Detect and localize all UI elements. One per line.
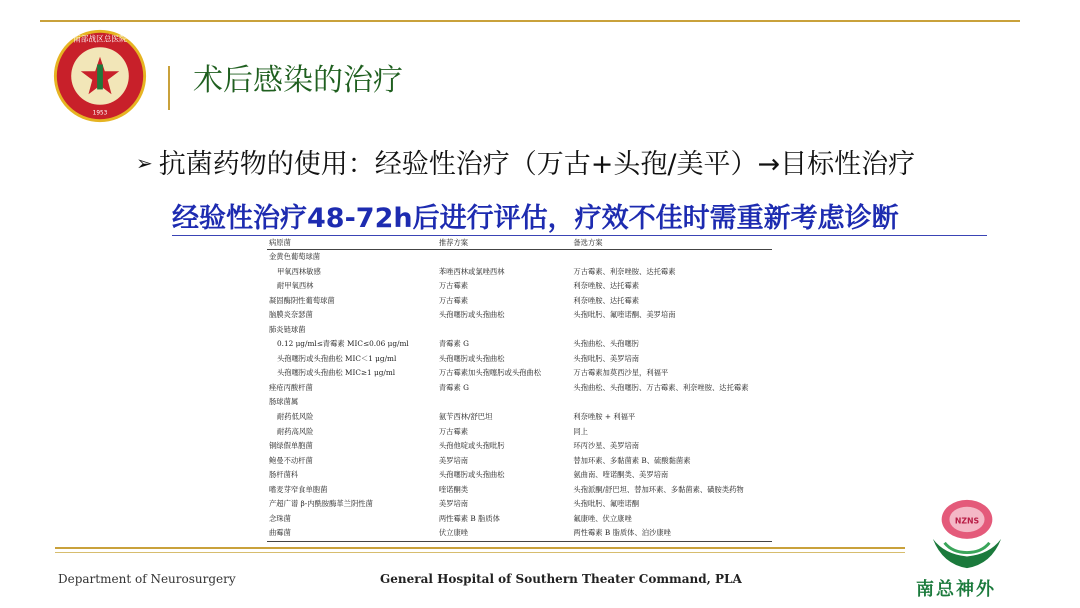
- logo-year-text: 1953: [92, 110, 108, 117]
- table-row: [267, 352, 772, 367]
- hospital-name: General Hospital of Southern Theater Command, PLA: [380, 572, 742, 586]
- bullet-arrow-icon: ➢: [136, 151, 153, 175]
- table-cell: 青霉素 G: [438, 382, 469, 392]
- table-cell: 头孢噻肟或头孢曲松: [438, 310, 505, 320]
- table-header-row: [267, 236, 772, 250]
- table-cell: 金黄色葡萄球菌: [269, 252, 321, 261]
- table-cell: 肺炎链球菌: [269, 324, 306, 334]
- table-cell: 头孢派酮/舒巴坦、替加环素、多黏菌素、磺胺类药物: [573, 484, 744, 494]
- table-cell: 美罗培南: [438, 455, 469, 465]
- bullet-text: 抗菌药物的使用：经验性治疗（万古+头孢/美平）→目标性治疗: [158, 149, 916, 180]
- table-cell: 耐甲氧西林: [277, 281, 314, 291]
- table-cell: 苯唑西林或氯唑西林: [438, 266, 505, 276]
- table-cell: 两性霉素 B 脂质体、泊沙康唑: [571, 526, 772, 541]
- logo-ring-text: 南部战区总医院: [73, 34, 127, 44]
- table-cell: 鲍曼不动杆菌: [269, 455, 313, 465]
- table-cell: 利奈唑胺 + 利福平: [573, 412, 636, 422]
- table-cell: 美罗培南: [438, 499, 469, 509]
- table-row: [267, 279, 772, 294]
- table-cell: 利奈唑胺、达托霉素: [573, 295, 640, 305]
- table-cell: 产超广谱 β-内酰胺酶革兰阴性菌: [269, 499, 373, 509]
- table-cell: 环丙沙星、美罗培南: [573, 441, 640, 451]
- table-cell: 耐药高风险: [277, 426, 314, 436]
- table-cell: 氨曲南、喹诺酮类、美罗培南: [573, 470, 669, 480]
- table-cell: [571, 395, 772, 410]
- table-cell: 同上: [573, 426, 588, 436]
- table-row: [267, 439, 772, 454]
- table-row: [267, 265, 772, 280]
- table-cell: 铜绿假单胞菌: [269, 441, 313, 451]
- table-cell: 头孢吡肟、氟喹诺酮: [573, 499, 640, 509]
- footer-rule: [55, 547, 905, 549]
- table-cell: 利奈唑胺、达托霉素: [573, 281, 640, 291]
- table-cell: 0.12 μg/ml≤青霉素 MIC≤0.06 μg/ml: [277, 339, 409, 349]
- table-cell: 头孢曲松、头孢噻肟: [573, 339, 640, 349]
- table-cell: 甲氧西林敏感: [277, 266, 321, 276]
- table-cell: 头孢噻肟或头孢曲松: [438, 470, 505, 480]
- logo-text: 南总神外: [916, 579, 996, 600]
- bullet-item: [136, 142, 915, 181]
- department-name: Department of Neurosurgery: [58, 572, 236, 586]
- table-row: [267, 454, 772, 469]
- table-cell: 痤疮丙酸杆菌: [269, 382, 313, 392]
- table-cell: 头孢吡肟、氟喹诺酮、美罗培南: [573, 310, 676, 320]
- table-cell: [571, 323, 772, 338]
- footer-rule-thin: [55, 552, 905, 553]
- table-cell: 头孢噻肟或头孢曲松 MIC≥1 μg/ml: [277, 368, 396, 378]
- table-cell: 凝固酶阴性葡萄球菌: [269, 295, 335, 305]
- table-cell: 万古霉素: [438, 295, 469, 305]
- highlight-text: 经验性治疗48-72h后进行评估，疗效不佳时需重新考虑诊断: [172, 203, 899, 234]
- table-row: [267, 294, 772, 309]
- table-row: [267, 250, 772, 265]
- table-row: [267, 323, 772, 338]
- table-cell: [437, 323, 572, 338]
- table-row: [267, 410, 772, 425]
- neurosurgery-logo: [923, 496, 1011, 574]
- slide-title: 术后感染的治疗: [193, 63, 403, 98]
- table-cell: 头孢曲松、头孢噻肟、万古霉素、利奈唑胺、达托霉素: [573, 382, 749, 392]
- table-cell: 万古霉素加莫西沙星，利福平: [573, 368, 669, 378]
- table-cell: 万古霉素: [438, 281, 469, 291]
- logo-badge-text: NZNS: [954, 516, 980, 526]
- table-row: [267, 381, 772, 396]
- table-cell: 曲霉菌: [267, 526, 437, 541]
- table-row: [267, 512, 772, 527]
- table-cell: 青霉素 G: [438, 339, 469, 349]
- table-cell: 头孢噻肟或头孢曲松: [438, 353, 505, 363]
- table-cell: 耐药低风险: [277, 412, 314, 422]
- table-cell: 肠杆菌科: [269, 470, 299, 480]
- table-cell: 头孢噻肟或头孢曲松 MIC＜1 μg/ml: [277, 353, 397, 363]
- table-row: [267, 308, 772, 323]
- table-cell: [437, 395, 572, 410]
- table-row: [267, 395, 772, 410]
- hospital-logo: [52, 28, 148, 124]
- table-row: [267, 425, 772, 440]
- header-alternative: 备选方案: [571, 236, 772, 250]
- table-cell: 喹诺酮类: [438, 484, 469, 494]
- table-cell: 肠球菌属: [269, 397, 299, 407]
- table-cell: 念珠菌: [269, 513, 291, 523]
- table-cell: 两性霉素 B 脂质体: [438, 513, 500, 523]
- table-cell: 万古霉素、利奈唑胺、达托霉素: [573, 266, 676, 276]
- table-cell: 替加环素、多黏菌素 B、硫酸黏菌素: [573, 455, 691, 465]
- table-cell: 万古霉素: [438, 426, 469, 436]
- table-row: [267, 468, 772, 483]
- table-row: [267, 526, 772, 541]
- table-cell: 氟康唑、伏立康唑: [573, 513, 632, 523]
- title-divider: [168, 66, 170, 110]
- table-cell: 万古霉素加头孢噻肟或头孢曲松: [438, 368, 542, 378]
- table-row: [267, 366, 772, 381]
- table-cell: [571, 250, 772, 265]
- header-recommended: 推荐方案: [437, 236, 572, 250]
- treatment-table: [267, 236, 772, 542]
- table-row: [267, 497, 772, 512]
- table-cell: 嗜麦芽窄食单胞菌: [269, 484, 328, 494]
- table-cell: 伏立康唑: [437, 526, 572, 541]
- table-cell: 头孢他啶或头孢吡肟: [438, 441, 505, 451]
- top-rule: [40, 20, 1020, 22]
- header-pathogen: 病原菌: [267, 236, 437, 250]
- table-row: [267, 337, 772, 352]
- table-cell: 脑膜炎奈瑟菌: [269, 310, 313, 320]
- table-cell: 头孢吡肟、美罗培南: [573, 353, 640, 363]
- table-cell: [437, 250, 572, 265]
- table-row: [267, 483, 772, 498]
- table-cell: 氨苄西林/舒巴坦: [438, 412, 493, 422]
